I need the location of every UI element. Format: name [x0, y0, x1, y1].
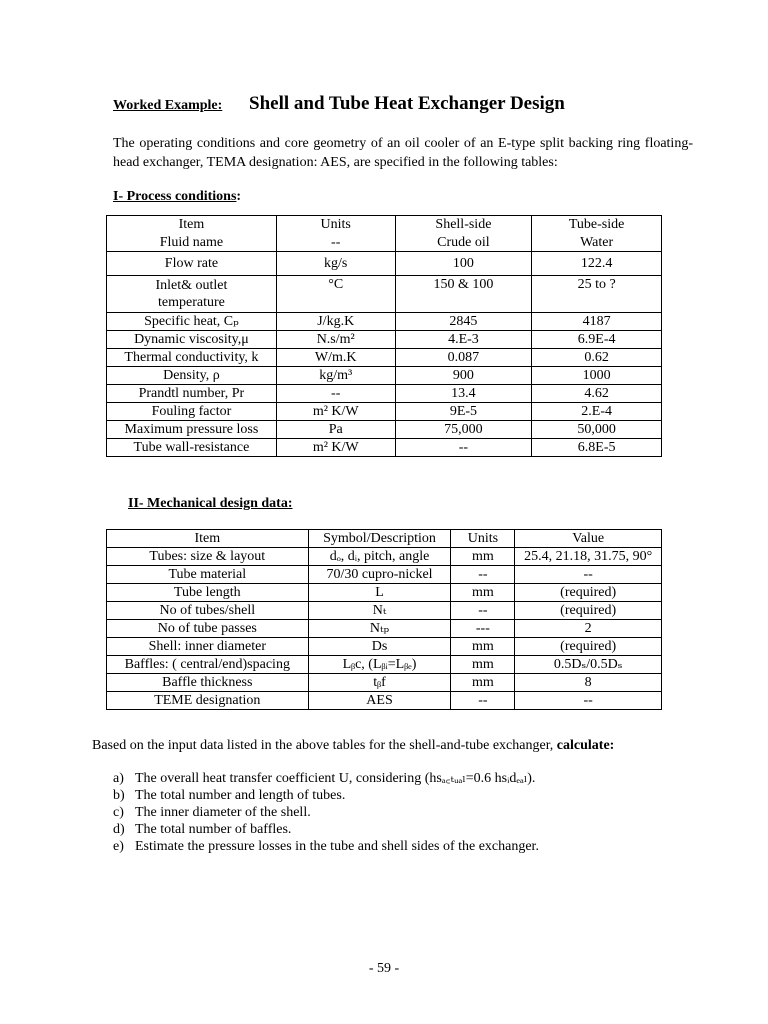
table-cell: -- — [451, 602, 515, 620]
table-cell: kg/m³ — [276, 367, 395, 385]
table-cell: Thermal conductivity, k — [107, 349, 277, 367]
table-cell: m² K/W — [276, 439, 395, 457]
table-cell: Shell: inner diameter — [107, 638, 309, 656]
table-cell: Tube-side Water — [532, 216, 662, 252]
table-cell: Fouling factor — [107, 403, 277, 421]
table-cell: Inlet& outlet temperature — [107, 276, 277, 313]
table-cell: Baffle thickness — [107, 674, 309, 692]
process-conditions-table — [106, 215, 662, 457]
table-cell: Flow rate — [107, 252, 277, 276]
table-cell: Baffles: ( central/end)spacing — [107, 656, 309, 674]
table-row — [107, 385, 662, 403]
table-row — [107, 349, 662, 367]
task-calculate: calculate: — [556, 738, 615, 753]
table-cell: Specific heat, Cₚ — [107, 313, 277, 331]
table-row — [107, 367, 662, 385]
table-cell: Tube material — [107, 566, 309, 584]
table-cell: Tubes: size & layout — [107, 548, 309, 566]
table-cell: Units -- — [276, 216, 395, 252]
table-cell: 100 — [395, 252, 532, 276]
table-cell: mm — [451, 584, 515, 602]
table-cell: 13.4 — [395, 385, 532, 403]
table-cell: tᵦf — [308, 674, 451, 692]
table-cell: 4187 — [532, 313, 662, 331]
table-cell: Tube length — [107, 584, 309, 602]
table-row — [107, 403, 662, 421]
table-cell: 0.5Dₛ/0.5Dₛ — [515, 656, 662, 674]
intro-paragraph: The operating conditions and core geometry of an oil cooler of an E-type split backing ring floating-head exchanger, TEMA designation: AES, are specified in the following tables: — [113, 136, 693, 170]
table-cell: mm — [451, 638, 515, 656]
table-cell: 0.62 — [532, 349, 662, 367]
table-cell: --- — [451, 620, 515, 638]
table-cell: Dynamic viscosity,μ — [107, 331, 277, 349]
table-row — [107, 620, 662, 638]
table-cell: Item Fluid name — [107, 216, 277, 252]
table-cell: TEME designation — [107, 692, 309, 710]
list-item: d) The total number of baffles. — [113, 822, 292, 837]
table-cell: Lᵦc, (Lᵦᵢ=Lᵦₑ) — [308, 656, 451, 674]
table-cell: dₒ, dᵢ, pitch, angle — [308, 548, 451, 566]
table-cell: -- — [515, 566, 662, 584]
table-cell: -- — [515, 692, 662, 710]
list-item: c) The inner diameter of the shell. — [113, 805, 311, 820]
table-cell: 4.62 — [532, 385, 662, 403]
table-cell: N.s/m² — [276, 331, 395, 349]
table-cell: Density, ρ — [107, 367, 277, 385]
table-cell: No of tube passes — [107, 620, 309, 638]
worked-example-label: Worked Example: — [113, 98, 223, 113]
table-cell: -- — [451, 692, 515, 710]
table-cell: (required) — [515, 584, 662, 602]
table-row — [107, 439, 662, 457]
task-statement — [92, 738, 712, 754]
table-row — [107, 216, 662, 252]
table-cell: 75,000 — [395, 421, 532, 439]
table-cell: (required) — [515, 602, 662, 620]
table-cell: Prandtl number, Pr — [107, 385, 277, 403]
table-row — [107, 602, 662, 620]
table-cell: 2845 — [395, 313, 532, 331]
table-row — [107, 276, 662, 313]
mechanical-design-table — [106, 529, 662, 710]
table-cell: Nₜ — [308, 602, 451, 620]
table-cell: Value — [515, 530, 662, 548]
table-cell: Item — [107, 530, 309, 548]
table-cell: Symbol/Description — [308, 530, 451, 548]
table-cell: kg/s — [276, 252, 395, 276]
table-cell: 122.4 — [532, 252, 662, 276]
table-cell: Pa — [276, 421, 395, 439]
table-cell: 900 — [395, 367, 532, 385]
section-process-suffix: : — [236, 189, 242, 204]
table-cell: 25.4, 21.18, 31.75, 90° — [515, 548, 662, 566]
section-process-title: I- Process conditions — [113, 189, 237, 204]
table-cell: -- — [395, 439, 532, 457]
table-cell: -- — [276, 385, 395, 403]
table-cell: J/kg.K — [276, 313, 395, 331]
list-item: b) The total number and length of tubes. — [113, 788, 346, 803]
table-cell: 70/30 cupro-nickel — [308, 566, 451, 584]
list-item: e) Estimate the pressure losses in the tube and shell sides of the exchanger. — [113, 839, 539, 854]
page-number: - 59 - — [368, 961, 400, 976]
table-cell: 0.087 — [395, 349, 532, 367]
table-cell: Units — [451, 530, 515, 548]
table-cell: mm — [451, 656, 515, 674]
table-cell: 8 — [515, 674, 662, 692]
section-process-heading — [113, 189, 241, 205]
table-row — [107, 566, 662, 584]
table-cell: 25 to ? — [532, 276, 662, 313]
table-row — [107, 656, 662, 674]
table-row — [107, 331, 662, 349]
table-cell: m² K/W — [276, 403, 395, 421]
table-cell: No of tubes/shell — [107, 602, 309, 620]
table-row — [107, 584, 662, 602]
table-row — [107, 421, 662, 439]
table-cell: Shell-side Crude oil — [395, 216, 532, 252]
table-row — [107, 530, 662, 548]
table-cell: Maximum pressure loss — [107, 421, 277, 439]
table-cell: 150 & 100 — [395, 276, 532, 313]
table-cell: AES — [308, 692, 451, 710]
table-cell: 6.8E-5 — [532, 439, 662, 457]
table-cell: Nₜₚ — [308, 620, 451, 638]
table-cell: °C — [276, 276, 395, 313]
table-cell: 4.E-3 — [395, 331, 532, 349]
table-cell: -- — [451, 566, 515, 584]
section-mechanical-heading: II- Mechanical design data: — [128, 496, 293, 511]
table-cell: 9E-5 — [395, 403, 532, 421]
table-cell: 2 — [515, 620, 662, 638]
table-cell: 2.E-4 — [532, 403, 662, 421]
table-cell: Ds — [308, 638, 451, 656]
table-row — [107, 674, 662, 692]
table-cell: (required) — [515, 638, 662, 656]
list-item: a) The overall heat transfer coefficient U, considering (hsₐ꜀ₜᵤₐₗ=0.6 hsᵢdₑₐₗ). — [113, 771, 536, 786]
question-list — [113, 770, 539, 855]
table-row — [107, 252, 662, 276]
table-row — [107, 638, 662, 656]
table-row — [107, 313, 662, 331]
table-cell: L — [308, 584, 451, 602]
table-cell: W/m.K — [276, 349, 395, 367]
table-cell: Tube wall-resistance — [107, 439, 277, 457]
table-cell: 50,000 — [532, 421, 662, 439]
task-text: Based on the input data listed in the above tables for the shell-and-tube exchanger, — [92, 738, 554, 753]
table-cell: 1000 — [532, 367, 662, 385]
table-cell: 6.9E-4 — [532, 331, 662, 349]
table-cell: mm — [451, 674, 515, 692]
table-row — [107, 692, 662, 710]
page-title: Shell and Tube Heat Exchanger Design — [249, 93, 565, 114]
table-cell: mm — [451, 548, 515, 566]
table-row — [107, 548, 662, 566]
